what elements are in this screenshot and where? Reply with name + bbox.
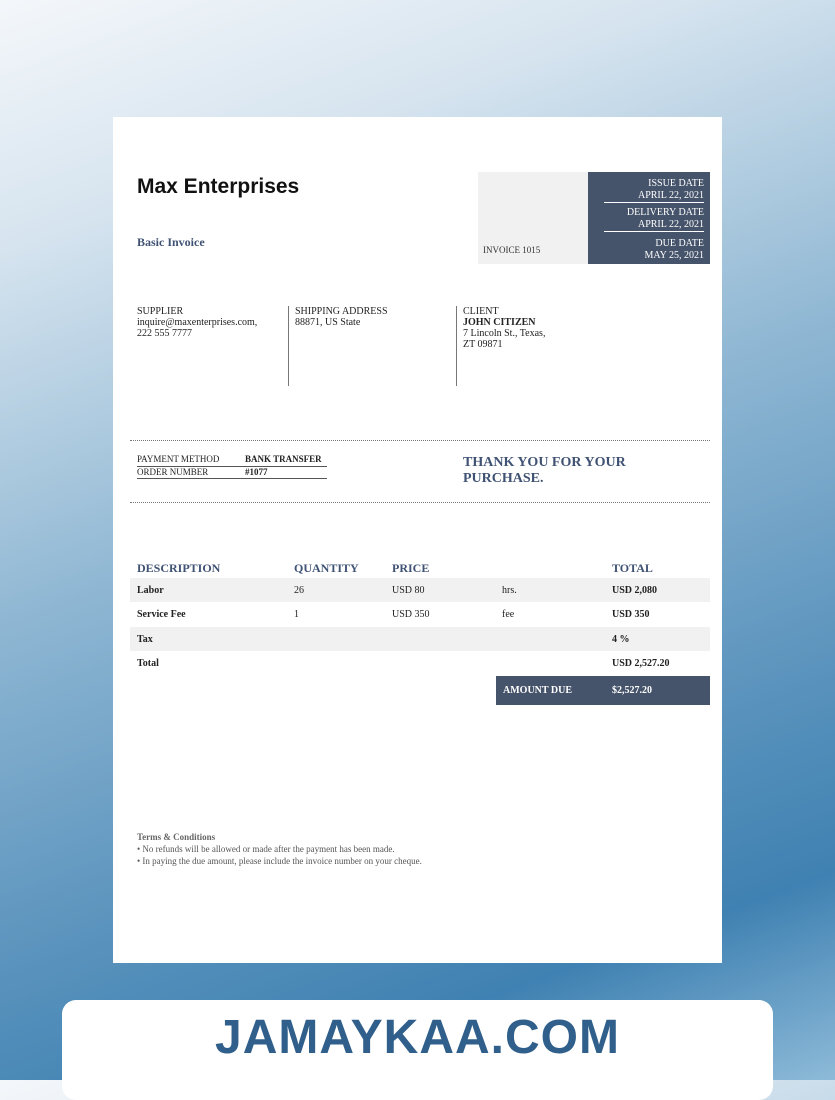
payment-block: [137, 454, 327, 479]
divider-line: [456, 306, 457, 386]
invoice-page: [113, 117, 722, 963]
row-total: USD 350: [612, 609, 650, 620]
dotted-divider: [130, 502, 710, 503]
row-description: Total: [137, 658, 159, 669]
col-header-price: PRICE: [392, 561, 430, 575]
order-underline: [137, 478, 327, 479]
col-header-quantity: QUANTITY: [294, 561, 359, 575]
watermark-text: JAMAYKAA.COM: [215, 1011, 620, 1064]
supplier-label: SUPPLIER: [137, 306, 184, 317]
row-unit: hrs.: [502, 585, 517, 596]
table-row: [130, 602, 710, 626]
terms-title: Terms & Conditions: [137, 832, 216, 842]
dates-box: [588, 172, 710, 264]
col-header-total: TOTAL: [612, 561, 653, 575]
watermark-banner: [62, 1000, 773, 1100]
supplier-phone: 222 555 7777: [137, 328, 192, 339]
dotted-divider: [130, 440, 710, 441]
row-unit: fee: [502, 609, 515, 620]
row-description: Tax: [137, 634, 153, 645]
due-date-label: DUE DATE: [655, 238, 704, 249]
terms-block: [137, 831, 422, 867]
amount-due-box: [496, 676, 710, 705]
payment-method-label: PAYMENT METHOD: [137, 454, 220, 464]
invoice-number: INVOICE 1015: [483, 245, 541, 255]
issue-date-label: ISSUE DATE: [648, 178, 704, 189]
row-total: 4 %: [612, 634, 630, 645]
supplier-block: [137, 306, 257, 339]
due-date-value: MAY 25, 2021: [644, 250, 704, 261]
issue-date-group: [604, 178, 704, 203]
client-name: JOHN CITIZEN: [463, 317, 536, 328]
amount-due-label: AMOUNT DUE: [503, 685, 572, 696]
divider-line: [288, 306, 289, 386]
delivery-date-group: [604, 207, 704, 232]
shipping-address: 88871, US State: [295, 317, 361, 328]
thank-you-message: THANK YOU FOR YOUR PURCHASE.: [463, 455, 626, 486]
due-date-group: [604, 238, 704, 262]
terms-line: • No refunds will be allowed or made after the payment has been made.: [137, 844, 395, 854]
order-number-value: #1077: [245, 467, 268, 477]
client-label: CLIENT: [463, 306, 499, 317]
shipping-label: SHIPPING ADDRESS: [295, 306, 388, 317]
table-row: [130, 651, 710, 675]
shipping-block: [295, 306, 388, 328]
row-quantity: 1: [294, 609, 299, 620]
table-row: [130, 627, 710, 651]
supplier-email: inquire@maxenterprises.com,: [137, 317, 258, 328]
client-block: [463, 306, 545, 350]
row-description: Service Fee: [137, 609, 186, 620]
amount-due-value: $2,527.20: [612, 685, 652, 696]
row-description: Labor: [137, 585, 164, 596]
row-quantity: 26: [294, 585, 304, 596]
row-total: USD 2,527.20: [612, 658, 670, 669]
row-price: USD 80: [392, 585, 425, 596]
payment-method-value: BANK TRANSFER: [245, 454, 322, 464]
row-price: USD 350: [392, 609, 430, 620]
delivery-date-value: APRIL 22, 2021: [604, 219, 704, 232]
terms-line: • In paying the due amount, please include the invoice number on your cheque.: [137, 856, 422, 866]
row-total: USD 2,080: [612, 585, 658, 596]
issue-date-value: APRIL 22, 2021: [604, 190, 704, 203]
order-number-label: ORDER NUMBER: [137, 467, 209, 477]
client-address-line2: ZT 09871: [463, 339, 503, 350]
invoice-subtitle: Basic Invoice: [137, 235, 205, 249]
company-name: Max Enterprises: [137, 175, 300, 198]
table-row: [130, 578, 710, 602]
delivery-date-label: DELIVERY DATE: [626, 207, 704, 218]
col-header-description: DESCRIPTION: [137, 561, 221, 575]
client-address-line1: 7 Lincoln St., Texas,: [463, 328, 546, 339]
